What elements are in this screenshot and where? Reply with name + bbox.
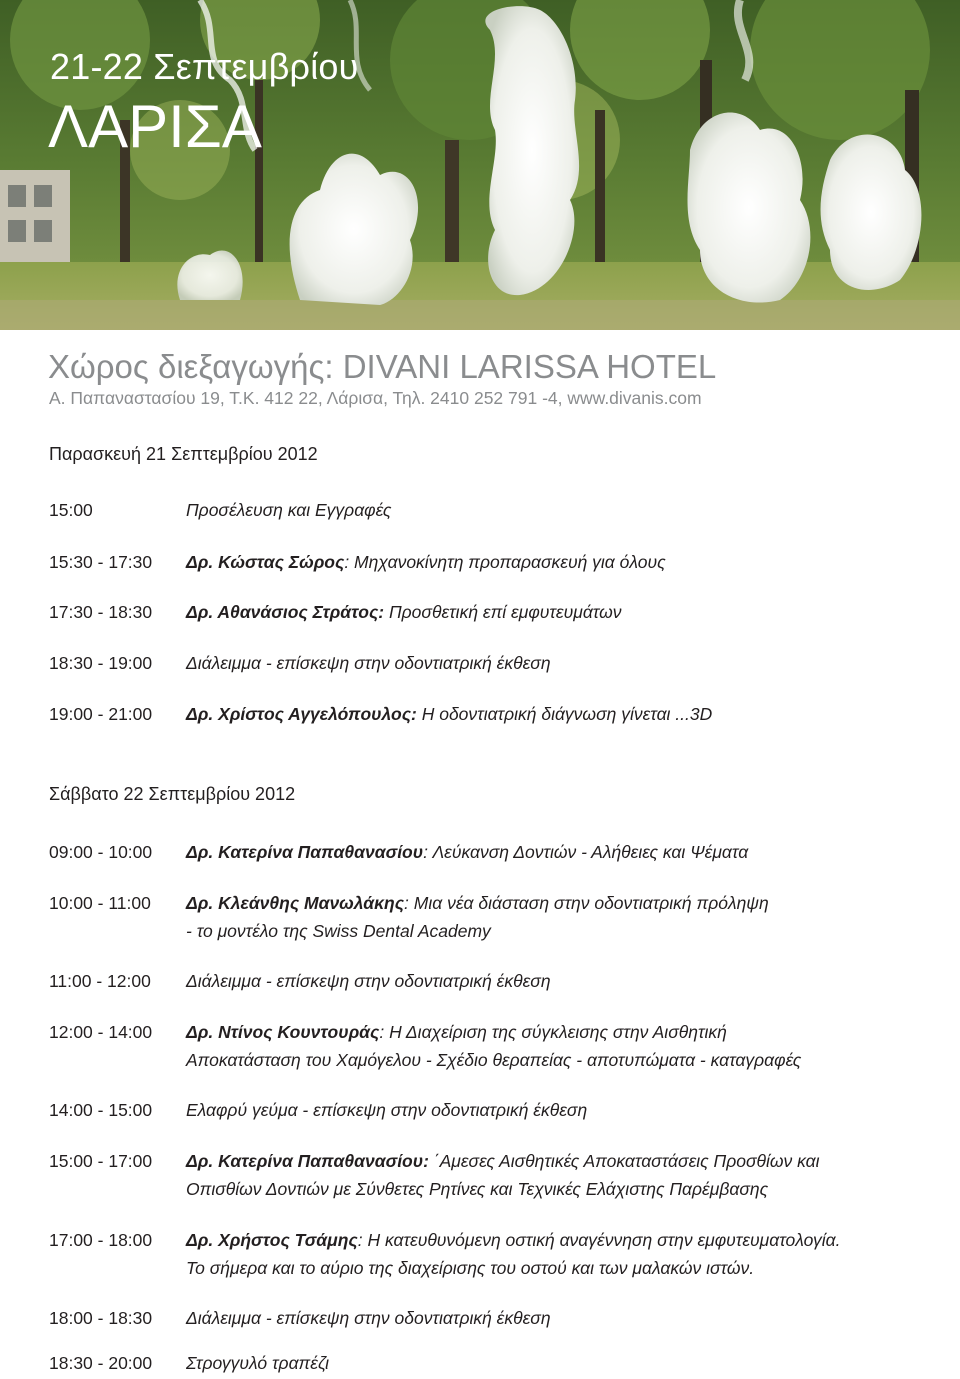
session-time: 15:00 - 17:00 xyxy=(49,1151,153,1171)
speaker-name: Δρ. Κατερίνα Παπαθανασίου xyxy=(186,842,424,862)
session-title: : Μια νέα διάσταση στην οδοντιατρική πρόληψη xyxy=(404,893,769,913)
session-title: Ελαφρύ γεύμα - επίσκεψη στην οδοντιατρική έκθεση xyxy=(186,1100,588,1120)
session-description xyxy=(186,838,926,866)
session-time: 12:00 - 14:00 xyxy=(49,1022,153,1042)
session-time: 18:00 - 18:30 xyxy=(49,1308,153,1328)
session-description xyxy=(186,496,926,524)
event-dates: 21-22 Σεπτεμβρίου xyxy=(50,46,359,87)
session-title: Προσθετική επί εμφυτευμάτων xyxy=(384,602,622,622)
session-description xyxy=(186,1096,926,1124)
speaker-name: Δρ. Αθανάσιος Στράτος: xyxy=(186,602,385,622)
session-description xyxy=(186,598,926,626)
session-description xyxy=(186,1226,926,1282)
session-time: 11:00 - 12:00 xyxy=(49,971,151,991)
session-description xyxy=(186,649,926,677)
session-title: Διάλειμμα - επίσκεψη στην οδοντιατρική έκθεση xyxy=(186,971,551,991)
session-time: 17:30 - 18:30 xyxy=(49,602,153,622)
session-title: Η οδοντιατρική διάγνωση γίνεται ...3D xyxy=(416,704,713,724)
session-title: Στρογγυλό τραπέζι xyxy=(186,1353,329,1373)
session-time: 15:30 - 17:30 xyxy=(49,552,153,572)
session-description xyxy=(186,1304,926,1332)
hero-photo xyxy=(0,0,960,330)
session-description xyxy=(186,889,926,945)
session-time: 10:00 - 11:00 xyxy=(49,893,151,913)
speaker-name: Δρ. Χρήστος Τσάμης xyxy=(186,1230,358,1250)
speaker-name: Δρ. Κατερίνα Παπαθανασίου: xyxy=(186,1151,429,1171)
session-time: 18:30 - 19:00 xyxy=(49,653,153,673)
session-title: : Μηχανοκίνητη προπαρασκευή για όλους xyxy=(344,552,666,572)
speaker-name: Δρ. Κλεάνθης Μανωλάκης xyxy=(186,893,405,913)
session-title: : Λεύκανση Δοντιών - Αλήθειες και Ψέματα xyxy=(423,842,749,862)
session-title: : Η Διαχείριση της σύγκλεισης στην Αισθητική xyxy=(379,1022,727,1042)
session-title: : Η κατευθυνόμενη οστική αναγέννηση στην εμφυτευματολογία. xyxy=(357,1230,841,1250)
session-title-continued: Οπισθίων Δοντιών με Σύνθετες Ρητίνες και Τεχνικές Ελάχιστης Παρέμβασης xyxy=(186,1179,769,1199)
session-description xyxy=(186,967,926,995)
session-time: 18:30 - 20:00 xyxy=(49,1353,153,1373)
session-description xyxy=(186,700,926,728)
session-title: Προσέλευση και Εγγραφές xyxy=(186,500,392,520)
session-title: Διάλειμμα - επίσκεψη στην οδοντιατρική έκθεση xyxy=(186,1308,551,1328)
venue-address: Α. Παπαναστασίου 19, Τ.Κ. 412 22, Λάρισα, Τηλ. 2410 252 791 -4, www.divanis.com xyxy=(49,388,702,408)
venue-title: Χώρος διεξαγωγής: DIVANI LARISSA HOTEL xyxy=(48,348,717,385)
event-city: ΛΑΡΙΣΑ xyxy=(48,93,262,160)
session-time: 19:00 - 21:00 xyxy=(49,704,153,724)
speaker-name: Δρ. Χρίστος Αγγελόπουλος: xyxy=(186,704,417,724)
session-title: Διάλειμμα - επίσκεψη στην οδοντιατρική έκθεση xyxy=(186,653,551,673)
session-description xyxy=(186,1147,926,1203)
session-title: ΄Αμεσες Αισθητικές Αποκαταστάσεις Προσθίων και xyxy=(428,1151,820,1171)
day-1-heading: Παρασκευή 21 Σεπτεμβρίου 2012 xyxy=(49,444,318,464)
day-2-heading: Σάββατο 22 Σεπτεμβρίου 2012 xyxy=(49,784,296,804)
session-description xyxy=(186,1018,926,1074)
session-description xyxy=(186,548,926,576)
session-time: 15:00 xyxy=(49,500,93,520)
session-time: 09:00 - 10:00 xyxy=(49,842,153,862)
session-title-continued: Το σήμερα και το αύριο της διαχείρισης του οστού και των μαλακών ιστών. xyxy=(186,1258,755,1278)
session-title-continued: - το μοντέλο της Swiss Dental Academy xyxy=(186,921,491,941)
speaker-name: Δρ. Κώστας Σώρος xyxy=(186,552,345,572)
session-time: 17:00 - 18:00 xyxy=(49,1230,153,1250)
session-time: 14:00 - 15:00 xyxy=(49,1100,153,1120)
speaker-name: Δρ. Ντίνος Κουντουράς xyxy=(186,1022,380,1042)
session-title-continued: Αποκατάσταση του Χαμόγελου - Σχέδιο θεραπείας - αποτυπώματα - καταγραφές xyxy=(186,1050,802,1070)
session-description xyxy=(186,1349,926,1377)
